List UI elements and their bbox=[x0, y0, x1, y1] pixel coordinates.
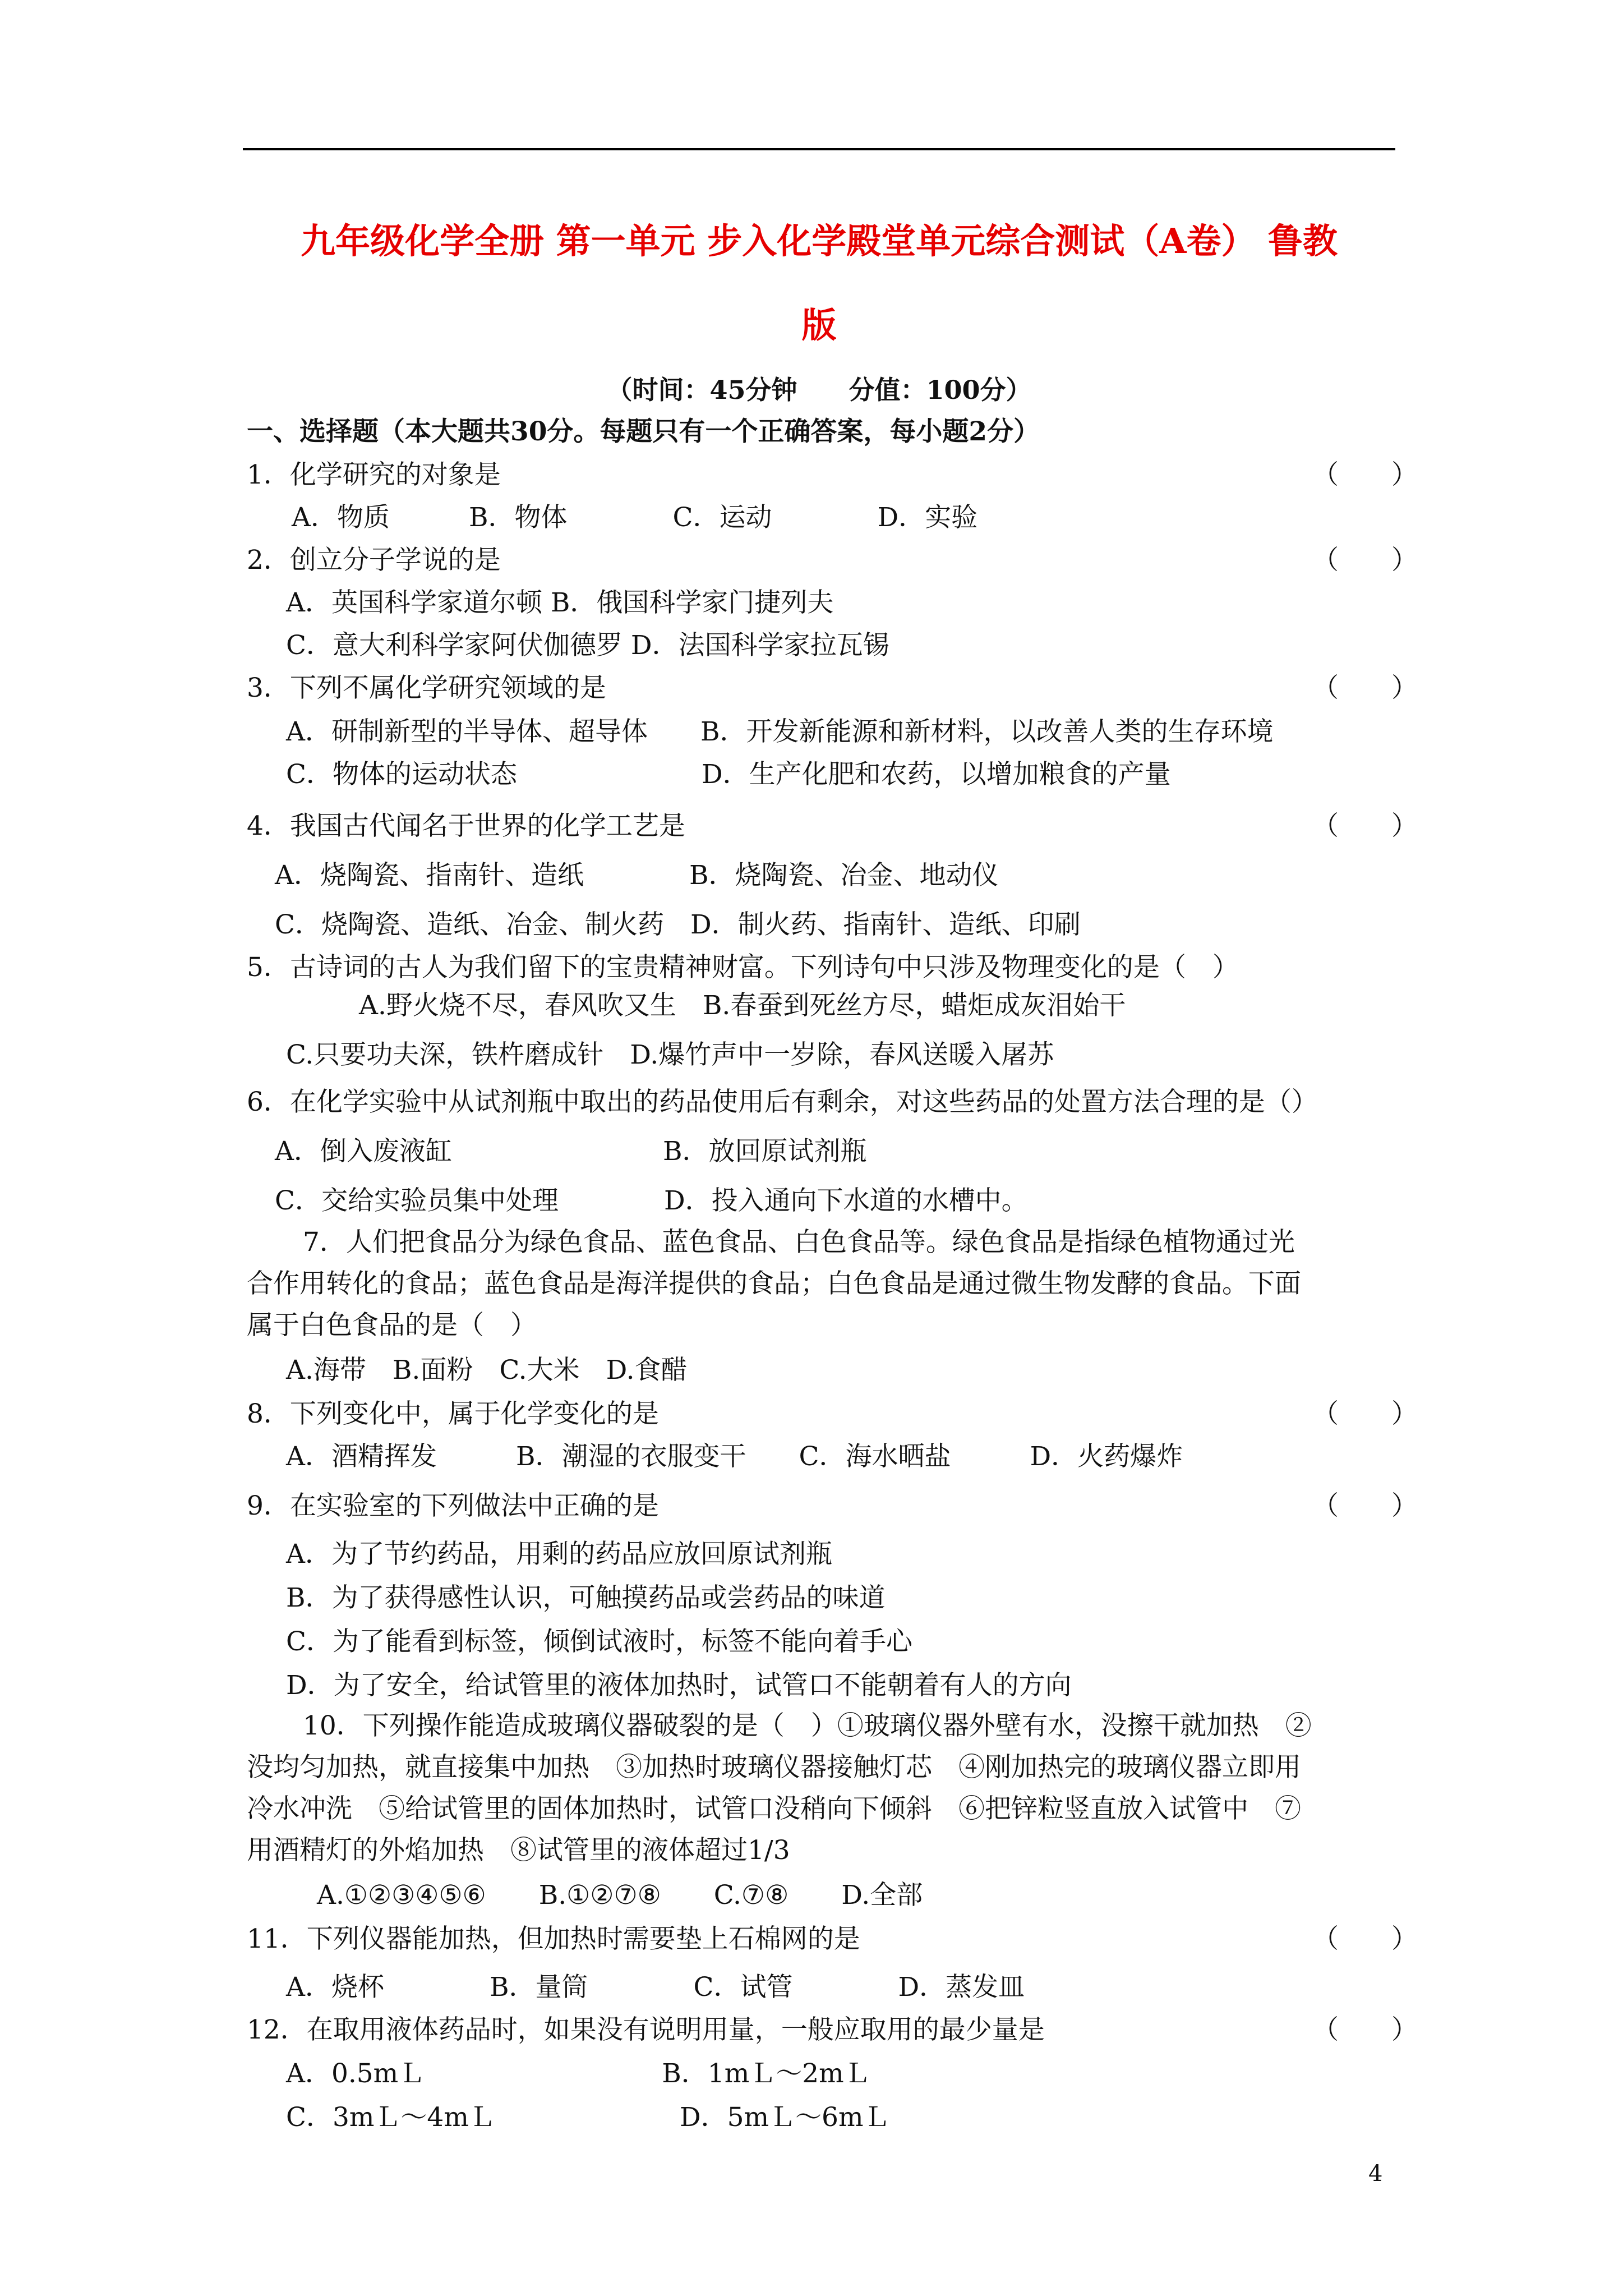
options-4-cd: C．烧陶瓷、造纸、冶金、制火药 D．制火药、指南针、造纸、印刷 bbox=[275, 909, 1081, 940]
question-6: 6．在化学实验中从试剂瓶中取出的药品使用后有剩余，对这些药品的处置方法合理的是（） bbox=[247, 1087, 1318, 1117]
options-6-ab: A．倒入废液缸 B．放回原试剂瓶 bbox=[275, 1136, 867, 1167]
options-6-cd: C．交给实验员集中处理 D．投入通向下水道的水槽中。 bbox=[275, 1185, 1028, 1216]
question-10-line2: 没均匀加热，就直接集中加热 ③加热时玻璃仪器接触灯芯 ④刚加热完的玻璃仪器立即用 bbox=[247, 1752, 1301, 1783]
question-9: 9．在实验室的下列做法中正确的是 bbox=[247, 1490, 659, 1521]
answer-paren-4: （ ） bbox=[1312, 811, 1418, 841]
question-7-line2: 合作用转化的食品；蓝色食品是海洋提供的食品；白色食品是通过微生物发酵的食品。下面 bbox=[247, 1268, 1301, 1299]
exam-meta: （时间：45分钟 分值：100分） bbox=[606, 375, 1032, 405]
options-3-cd: C．物体的运动状态 D．生产化肥和农药，以增加粮食的产量 bbox=[286, 759, 1171, 790]
header-rule bbox=[243, 148, 1395, 150]
answer-paren-1: （ ） bbox=[1312, 459, 1418, 490]
option-9-d: D．为了安全，给试管里的液体加热时，试管口不能朝着有人的方向 bbox=[286, 1670, 1072, 1701]
options-10: A.①②③④⑤⑥ B.①②⑦⑧ C.⑦⑧ D.全部 bbox=[317, 1880, 923, 1911]
question-5: 5．古诗词的古人为我们留下的宝贵精神财富。下列诗句中只涉及物理变化的是（ ） bbox=[247, 952, 1239, 983]
question-3: 3．下列不属化学研究领域的是 bbox=[247, 673, 606, 703]
answer-paren-12: （ ） bbox=[1312, 2014, 1418, 2045]
answer-paren-11: （ ） bbox=[1312, 1924, 1418, 1954]
option-9-c: C．为了能看到标签，倾倒试液时，标签不能向着手心 bbox=[286, 1626, 912, 1657]
options-7: A.海带 B.面粉 C.大米 D.食醋 bbox=[286, 1355, 688, 1386]
question-12: 12．在取用液体药品时，如果没有说明用量，一般应取用的最少量是 bbox=[247, 2014, 1045, 2045]
option-9-b: B．为了获得感性认识，可触摸药品或尝药品的味道 bbox=[286, 1582, 886, 1613]
section-heading: 一、选择题（本大题共30分。每题只有一个正确答案，每小题2分） bbox=[247, 416, 1040, 447]
question-4: 4．我国古代闻名于世界的化学工艺是 bbox=[247, 811, 685, 841]
options-12-cd: C．3mＬ～4mＬ D．5mＬ～6mＬ bbox=[286, 2102, 890, 2133]
options-3-ab: A．研制新型的半导体、超导体 B．开发新能源和新材料，以改善人类的生存环境 bbox=[286, 716, 1274, 747]
question-10-line3: 冷水冲洗 ⑤给试管里的固体加热时，试管口没稍向下倾斜 ⑥把锌粒竖直放入试管中 ⑦ bbox=[247, 1793, 1301, 1824]
page-title-line1: 九年级化学全册 第一单元 步入化学殿堂单元综合测试（A卷） 鲁教 bbox=[301, 220, 1338, 261]
answer-paren-9: （ ） bbox=[1312, 1490, 1418, 1521]
question-2: 2．创立分子学说的是 bbox=[247, 545, 501, 576]
answer-paren-8: （ ） bbox=[1312, 1398, 1418, 1429]
options-5-cd: C.只要功夫深，铁杵磨成针 D.爆竹声中一岁除，春风送暖入屠苏 bbox=[286, 1039, 1054, 1070]
options-4-ab: A．烧陶瓷、指南针、造纸 B．烧陶瓷、冶金、地动仪 bbox=[275, 860, 999, 891]
answer-paren-3: （ ） bbox=[1312, 673, 1418, 703]
question-10-line1: 10．下列操作能造成玻璃仪器破裂的是（ ）①玻璃仪器外壁有水，没擦干就加热 ② bbox=[303, 1710, 1312, 1741]
question-7-line1: 7．人们把食品分为绿色食品、蓝色食品、白色食品等。绿色食品是指绿色植物通过光 bbox=[303, 1227, 1295, 1258]
option-9-a: A．为了节约药品，用剩的药品应放回原试剂瓶 bbox=[286, 1539, 832, 1570]
page-title-line2: 版 bbox=[801, 305, 837, 346]
question-10-line4: 用酒精灯的外焰加热 ⑧试管里的液体超过1/3 bbox=[247, 1835, 790, 1866]
question-8: 8．下列变化中，属于化学变化的是 bbox=[247, 1398, 659, 1429]
options-12-ab: A．0.5mＬ B．1mＬ～2mＬ bbox=[286, 2058, 870, 2089]
options-11: A．烧杯 B．量筒 C．试管 D．蒸发皿 bbox=[286, 1972, 1025, 2003]
options-5-ab: A.野火烧不尽，春风吹又生 B.春蚕到死丝方尽，蜡炬成灰泪始干 bbox=[359, 990, 1126, 1021]
options-8: A．酒精挥发 B．潮湿的衣服变干 C．海水晒盐 D．火药爆炸 bbox=[286, 1441, 1183, 1472]
answer-paren-2: （ ） bbox=[1312, 545, 1418, 576]
options-2-ab: A．英国科学家道尔顿 B．俄国科学家门捷列夫 bbox=[286, 587, 834, 618]
question-7-line3: 属于白色食品的是（ ） bbox=[247, 1310, 537, 1341]
page-number: 4 bbox=[1368, 2161, 1383, 2187]
question-11: 11．下列仪器能加热，但加热时需要垫上石棉网的是 bbox=[247, 1924, 860, 1954]
options-1: A．物质 B．物体 C．运动 D．实验 bbox=[292, 502, 978, 533]
options-2-cd: C．意大利科学家阿伏伽德罗 D．法国科学家拉瓦锡 bbox=[286, 630, 889, 661]
question-1: 1．化学研究的对象是 bbox=[247, 459, 501, 490]
